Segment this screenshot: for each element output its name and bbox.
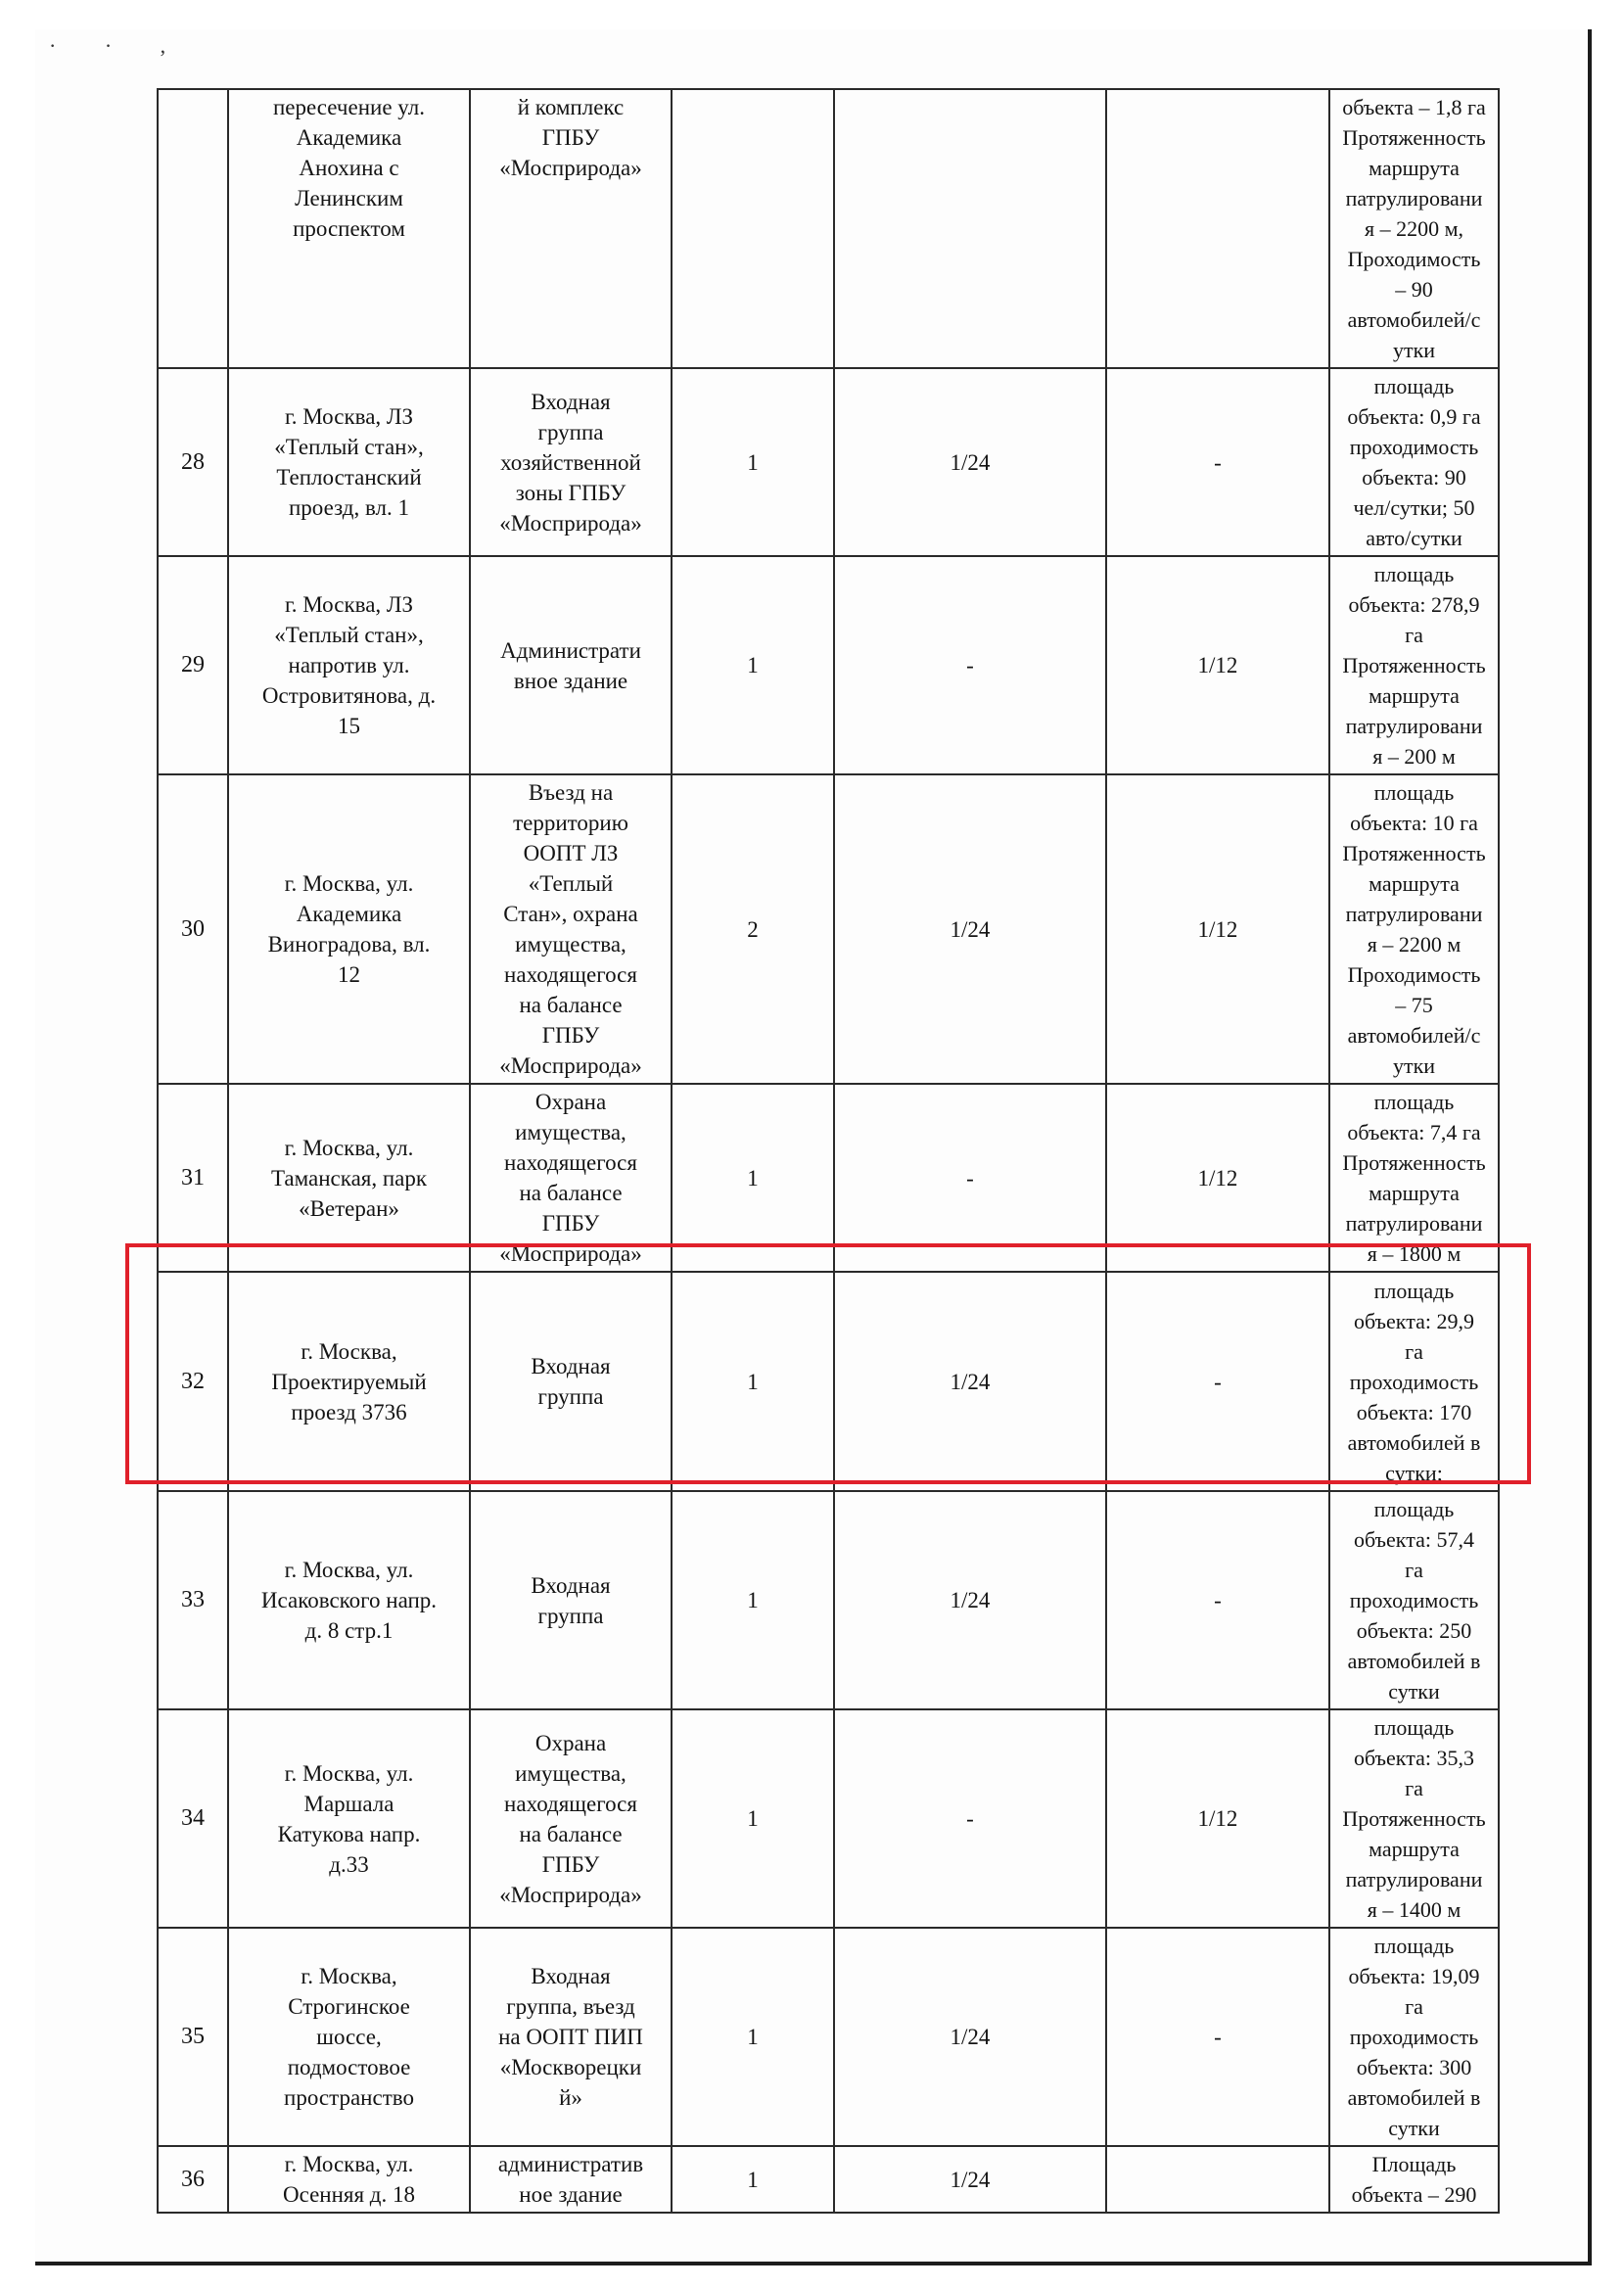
table-row — [158, 89, 1499, 368]
day-post-cell: 1/24 — [834, 774, 1106, 1084]
posts-count-cell: 1 — [672, 1709, 834, 1928]
row-number: 31 — [158, 1084, 228, 1272]
object-info-cell: площадь объекта: 29,9 га проходимость объекта: 170 автомобилей в сутки; — [1329, 1272, 1499, 1491]
day-post-cell: - — [834, 1709, 1106, 1928]
object-info-cell: площадь объекта: 35,3 га Протяженность маршрута патрулировани я – 1400 м — [1329, 1709, 1499, 1928]
object-cell: Охрана имущества, находящегося на балансе ГПБУ «Мосприрода» — [470, 1084, 672, 1272]
row-number: 36 — [158, 2146, 228, 2213]
table-row — [158, 774, 1499, 1084]
day-post-cell: 1/24 — [834, 1491, 1106, 1709]
posts-count-cell: 1 — [672, 1084, 834, 1272]
object-cell: Въезд на территорию ООПТ ЛЗ «Теплый Стан», охрана имущества, находящегося на балансе ГПБУ «Мосприрода» — [470, 774, 672, 1084]
night-post-cell: - — [1106, 1491, 1329, 1709]
table-row — [158, 556, 1499, 774]
address-cell: г. Москва, ул. Осенняя д. 18 — [228, 2146, 470, 2213]
object-cell: Входная группа, въезд на ООПТ ПИП «Москворецки й» — [470, 1928, 672, 2146]
table-row — [158, 368, 1499, 556]
day-post-cell: - — [834, 1084, 1106, 1272]
address-cell: г. Москва, ул. Исаковского напр. д. 8 стр.1 — [228, 1491, 470, 1709]
night-post-cell: - — [1106, 1272, 1329, 1491]
table-row — [158, 1491, 1499, 1709]
object-info-cell: площадь объекта: 0,9 га проходимость объекта: 90 чел/сутки; 50 авто/сутки — [1329, 368, 1499, 556]
night-post-cell: 1/12 — [1106, 774, 1329, 1084]
corner-marks: · · , — [49, 33, 188, 58]
object-info-cell: площадь объекта: 19,09 га проходимость объекта: 300 автомобилей в сутки — [1329, 1928, 1499, 2146]
night-post-cell: - — [1106, 368, 1329, 556]
day-post-cell: 1/24 — [834, 1928, 1106, 2146]
object-info-cell: Площадь объекта – 290 — [1329, 2146, 1499, 2213]
row-number: 30 — [158, 774, 228, 1084]
night-post-cell: 1/12 — [1106, 556, 1329, 774]
address-cell: г. Москва, ул. Академика Виноградова, вл. 12 — [228, 774, 470, 1084]
object-cell: Входная группа хозяйственной зоны ГПБУ «Мосприрода» — [470, 368, 672, 556]
day-post-cell: 1/24 — [834, 1272, 1106, 1491]
day-post-cell: 1/24 — [834, 368, 1106, 556]
row-number: 28 — [158, 368, 228, 556]
object-cell: административ ное здание — [470, 2146, 672, 2213]
table-row — [158, 1084, 1499, 1272]
address-cell: г. Москва, ЛЗ «Теплый стан», напротив ул. Островитянова, д. 15 — [228, 556, 470, 774]
address-cell: г. Москва, ул. Маршала Катукова напр. д.33 — [228, 1709, 470, 1928]
object-info-cell: площадь объекта: 7,4 га Протяженность маршрута патрулировани я – 1800 м — [1329, 1084, 1499, 1272]
object-info-cell: площадь объекта: 57,4 га проходимость объекта: 250 автомобилей в сутки — [1329, 1491, 1499, 1709]
object-info-cell: площадь объекта: 10 га Протяженность маршрута патрулировани я – 2200 м Проходимость – 75 автомобилей/с утки — [1329, 774, 1499, 1084]
object-cell: Охрана имущества, находящегося на балансе ГПБУ «Мосприрода» — [470, 1709, 672, 1928]
day-post-cell — [834, 89, 1106, 368]
row-number: 34 — [158, 1709, 228, 1928]
day-post-cell: - — [834, 556, 1106, 774]
address-cell: г. Москва, ЛЗ «Теплый стан», Теплостанский проезд, вл. 1 — [228, 368, 470, 556]
posts-count-cell: 1 — [672, 1491, 834, 1709]
row-number — [158, 89, 228, 368]
object-cell: й комплекс ГПБУ «Мосприрода» — [470, 89, 672, 368]
address-cell: г. Москва, Проектируемый проезд 3736 — [228, 1272, 470, 1491]
posts-count-cell: 1 — [672, 556, 834, 774]
object-cell: Входная группа — [470, 1491, 672, 1709]
row-number: 33 — [158, 1491, 228, 1709]
table-row — [158, 1928, 1499, 2146]
posts-count-cell: 1 — [672, 368, 834, 556]
address-cell: пересечение ул. Академика Анохина с Ленинским проспектом — [228, 89, 470, 368]
object-info-cell: объекта – 1,8 га Протяженность маршрута патрулировани я – 2200 м, Проходимость – 90 автомобилей/с утки — [1329, 89, 1499, 368]
day-post-cell: 1/24 — [834, 2146, 1106, 2213]
address-cell: г. Москва, ул. Таманская, парк «Ветеран» — [228, 1084, 470, 1272]
table-row — [158, 1709, 1499, 1928]
table-row-highlighted — [158, 1272, 1499, 1491]
posts-count-cell: 1 — [672, 1928, 834, 2146]
posts-count-cell: 2 — [672, 774, 834, 1084]
night-post-cell: 1/12 — [1106, 1709, 1329, 1928]
row-number: 35 — [158, 1928, 228, 2146]
table-row — [158, 2146, 1499, 2213]
row-number: 29 — [158, 556, 228, 774]
posts-count-cell: 1 — [672, 2146, 834, 2213]
object-info-cell: площадь объекта: 278,9 га Протяженность маршрута патрулировани я – 200 м — [1329, 556, 1499, 774]
night-post-cell: - — [1106, 1928, 1329, 2146]
security-posts-table — [157, 88, 1500, 2214]
object-cell: Администрати вное здание — [470, 556, 672, 774]
object-cell: Входная группа — [470, 1272, 672, 1491]
posts-count-cell: 1 — [672, 1272, 834, 1491]
row-number: 32 — [158, 1272, 228, 1491]
posts-count-cell — [672, 89, 834, 368]
address-cell: г. Москва, Строгинское шоссе, подмостовое пространство — [228, 1928, 470, 2146]
night-post-cell — [1106, 2146, 1329, 2213]
night-post-cell — [1106, 89, 1329, 368]
night-post-cell: 1/12 — [1106, 1084, 1329, 1272]
